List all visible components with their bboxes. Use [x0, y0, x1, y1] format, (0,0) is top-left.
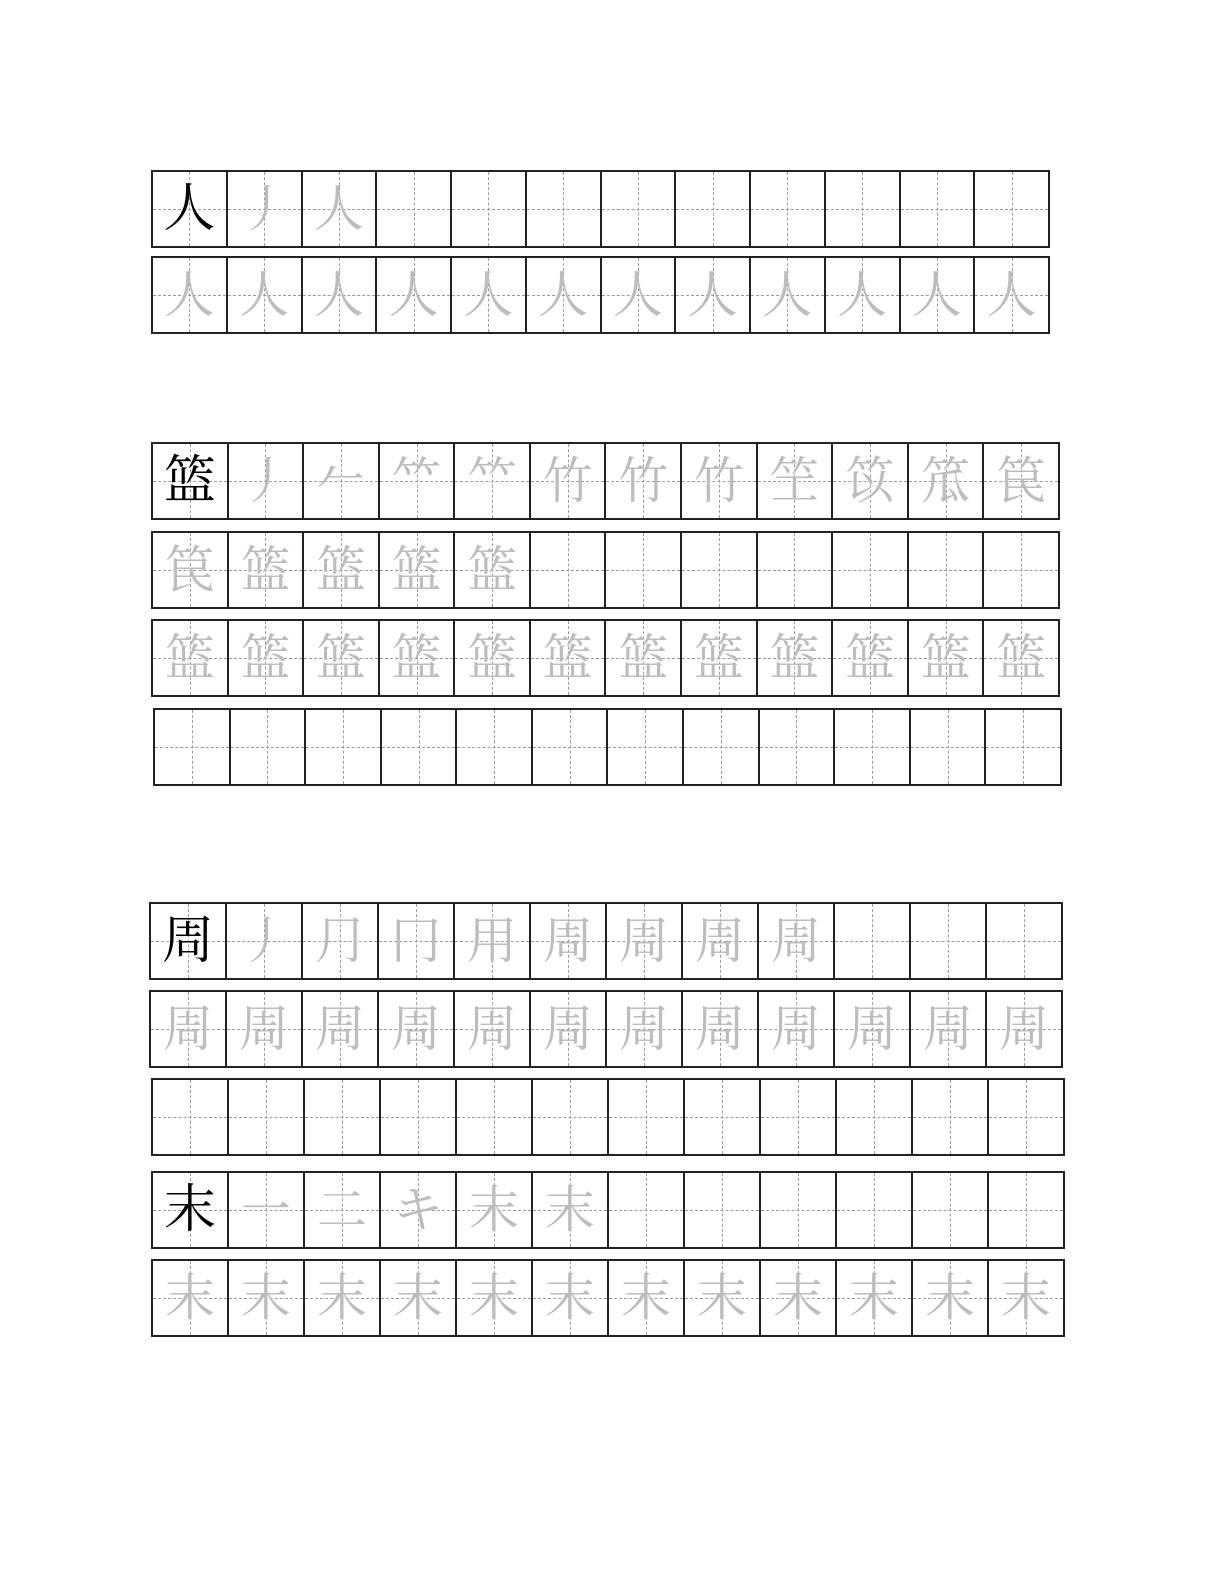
grid-cell: [305, 1173, 381, 1247]
grid-cell: [531, 533, 607, 607]
trace-character: 末: [165, 1269, 215, 1327]
practice-row: [151, 442, 1060, 520]
grid-cell: [608, 710, 684, 784]
grid-cell: [911, 710, 987, 784]
trace-character: 周: [163, 1000, 213, 1058]
grid-cell: [452, 258, 527, 332]
grid-cell: [531, 444, 607, 518]
model-character: 末: [163, 1180, 216, 1240]
grid-cell: [911, 904, 987, 978]
trace-character: 周: [543, 1000, 593, 1058]
grid-cell: [609, 1080, 685, 1154]
grid-cell: [457, 1261, 533, 1335]
grid-cell: [457, 710, 533, 784]
trace-character: 𠂉: [315, 452, 366, 510]
trace-character: 篮: [467, 541, 518, 599]
grid-cell: [455, 621, 531, 695]
grid-cell: [685, 1080, 761, 1154]
grid-cell: [826, 172, 901, 246]
trace-character: 末: [697, 1269, 747, 1327]
trace-character: 冂: [391, 912, 441, 970]
trace-character: 篮: [844, 629, 895, 687]
grid-cell: [683, 904, 759, 978]
grid-cell: [837, 1173, 913, 1247]
trace-character: 人: [762, 266, 813, 324]
grid-cell: [676, 172, 751, 246]
trace-character: 末: [469, 1181, 519, 1239]
grid-cell: [227, 992, 303, 1066]
trace-character: 篮: [467, 629, 518, 687]
grid-cell: [153, 1080, 229, 1154]
grid-cell: [452, 172, 527, 246]
grid-cell: [835, 992, 911, 1066]
grid-cell: [305, 1261, 381, 1335]
grid-cell: [153, 172, 228, 246]
trace-character: 𥫗: [467, 452, 518, 510]
trace-character: 人: [463, 266, 514, 324]
grid-cell: [153, 258, 228, 332]
trace-character: 竹: [542, 452, 593, 510]
grid-cell: [989, 1080, 1063, 1154]
grid-cell: [381, 1173, 457, 1247]
trace-character: 末: [773, 1269, 823, 1327]
trace-character: 周: [315, 1000, 365, 1058]
practice-row: [151, 170, 1050, 248]
trace-character: 末: [393, 1269, 443, 1327]
grid-cell: [987, 992, 1061, 1066]
grid-cell: [229, 533, 305, 607]
practice-row: [149, 902, 1063, 980]
trace-character: 周: [619, 1000, 669, 1058]
trace-character: 末: [1001, 1269, 1051, 1327]
grid-cell: [759, 992, 835, 1066]
grid-cell: [455, 444, 531, 518]
grid-cell: [606, 533, 682, 607]
trace-character: 篮: [240, 541, 291, 599]
trace-character: 𥫗: [391, 452, 442, 510]
grid-cell: [837, 1080, 913, 1154]
trace-character: 丿: [239, 912, 289, 970]
grid-cell: [682, 444, 758, 518]
trace-character: 周: [847, 1000, 897, 1058]
trace-character: 人: [687, 266, 738, 324]
model-character: 人: [163, 179, 216, 239]
grid-cell: [304, 533, 380, 607]
grid-cell: [683, 992, 759, 1066]
trace-character: 笖: [844, 452, 895, 510]
trace-character: 篮: [618, 629, 669, 687]
grid-cell: [455, 992, 531, 1066]
grid-cell: [909, 444, 985, 518]
trace-character: 笢: [996, 452, 1047, 510]
trace-character: 人: [612, 266, 663, 324]
trace-character: 篮: [693, 629, 744, 687]
grid-cell: [837, 1261, 913, 1335]
grid-cell: [975, 258, 1048, 332]
grid-cell: [379, 904, 455, 978]
grid-cell: [826, 258, 901, 332]
trace-character: 篮: [164, 629, 215, 687]
grid-cell: [975, 172, 1048, 246]
trace-character: 周: [467, 1000, 517, 1058]
trace-character: 周: [695, 1000, 745, 1058]
model-character: 周: [161, 911, 214, 971]
trace-character: 周: [771, 1000, 821, 1058]
grid-cell: [377, 258, 452, 332]
trace-character: 用: [467, 912, 517, 970]
trace-character: ⺆: [315, 912, 365, 970]
grid-cell: [751, 258, 826, 332]
grid-cell: [987, 904, 1061, 978]
grid-cell: [228, 172, 303, 246]
grid-cell: [833, 621, 909, 695]
grid-cell: [533, 710, 609, 784]
grid-cell: [229, 1080, 305, 1154]
grid-cell: [682, 621, 758, 695]
trace-character: キ: [393, 1181, 443, 1239]
trace-character: 篮: [315, 629, 366, 687]
grid-cell: [381, 1080, 457, 1154]
grid-cell: [455, 904, 531, 978]
grid-cell: [760, 710, 836, 784]
grid-cell: [151, 992, 227, 1066]
grid-cell: [682, 533, 758, 607]
grid-cell: [304, 444, 380, 518]
grid-cell: [303, 172, 378, 246]
trace-character: 周: [239, 1000, 289, 1058]
grid-cell: [229, 444, 305, 518]
grid-cell: [381, 1261, 457, 1335]
grid-cell: [758, 444, 834, 518]
trace-character: 人: [911, 266, 962, 324]
grid-cell: [989, 1173, 1063, 1247]
trace-character: 人: [164, 266, 215, 324]
trace-character: 末: [317, 1269, 367, 1327]
trace-character: 篮: [920, 629, 971, 687]
grid-cell: [901, 258, 976, 332]
trace-character: 周: [923, 1000, 973, 1058]
trace-character: 周: [619, 912, 669, 970]
trace-character: 周: [391, 1000, 441, 1058]
grid-cell: [984, 533, 1058, 607]
trace-character: 末: [545, 1269, 595, 1327]
practice-row: [149, 990, 1063, 1068]
grid-cell: [913, 1261, 989, 1335]
grid-cell: [527, 258, 602, 332]
grid-cell: [609, 1261, 685, 1335]
grid-cell: [153, 621, 229, 695]
trace-character: 丿: [240, 452, 291, 510]
grid-cell: [227, 904, 303, 978]
grid-cell: [303, 992, 379, 1066]
grid-cell: [602, 172, 677, 246]
trace-character: 篮: [391, 629, 442, 687]
trace-character: 末: [469, 1269, 519, 1327]
trace-character: 笟: [920, 452, 971, 510]
grid-cell: [684, 710, 760, 784]
grid-cell: [606, 621, 682, 695]
practice-row: [151, 256, 1050, 334]
trace-character: 人: [239, 266, 290, 324]
trace-character: 人: [837, 266, 888, 324]
grid-cell: [913, 1080, 989, 1154]
grid-cell: [155, 710, 231, 784]
grid-cell: [609, 1173, 685, 1247]
grid-cell: [606, 444, 682, 518]
grid-cell: [151, 904, 227, 978]
practice-row: [151, 1259, 1065, 1337]
grid-cell: [761, 1173, 837, 1247]
trace-character: 人: [538, 266, 589, 324]
trace-character: 竹: [693, 452, 744, 510]
grid-cell: [607, 992, 683, 1066]
grid-cell: [835, 710, 911, 784]
grid-cell: [759, 904, 835, 978]
grid-cell: [758, 533, 834, 607]
grid-cell: [379, 992, 455, 1066]
practice-row: [153, 708, 1062, 786]
trace-character: 末: [241, 1269, 291, 1327]
grid-cell: [531, 621, 607, 695]
trace-character: 周: [543, 912, 593, 970]
grid-cell: [758, 621, 834, 695]
trace-character: 篮: [391, 541, 442, 599]
grid-cell: [457, 1080, 533, 1154]
grid-cell: [377, 172, 452, 246]
grid-cell: [306, 710, 382, 784]
trace-character: 篮: [996, 629, 1047, 687]
trace-character: 笢: [164, 541, 215, 599]
grid-cell: [984, 621, 1058, 695]
grid-cell: [984, 444, 1058, 518]
grid-cell: [457, 1173, 533, 1247]
trace-character: 人: [313, 180, 364, 238]
trace-character: 丿: [239, 180, 290, 238]
practice-row: [151, 619, 1060, 697]
grid-cell: [380, 533, 456, 607]
grid-cell: [986, 710, 1060, 784]
trace-character: 一: [241, 1181, 291, 1239]
trace-character: 人: [986, 266, 1037, 324]
grid-cell: [455, 533, 531, 607]
practice-row: [151, 1078, 1065, 1156]
grid-cell: [761, 1080, 837, 1154]
trace-character: 人: [388, 266, 439, 324]
grid-cell: [989, 1261, 1063, 1335]
grid-cell: [380, 621, 456, 695]
grid-cell: [533, 1261, 609, 1335]
grid-cell: [533, 1173, 609, 1247]
grid-cell: [229, 1261, 305, 1335]
grid-cell: [380, 444, 456, 518]
model-character: 篮: [163, 451, 216, 511]
trace-character: 笁: [769, 452, 820, 510]
grid-cell: [751, 172, 826, 246]
grid-cell: [911, 992, 987, 1066]
grid-cell: [531, 904, 607, 978]
grid-cell: [228, 258, 303, 332]
grid-cell: [303, 258, 378, 332]
grid-cell: [229, 621, 305, 695]
grid-cell: [531, 992, 607, 1066]
grid-cell: [153, 444, 229, 518]
trace-character: 篮: [769, 629, 820, 687]
grid-cell: [305, 1080, 381, 1154]
trace-character: 末: [621, 1269, 671, 1327]
practice-row: [151, 1171, 1065, 1249]
grid-cell: [382, 710, 458, 784]
grid-cell: [229, 1173, 305, 1247]
trace-character: 篮: [240, 629, 291, 687]
trace-character: 篮: [542, 629, 593, 687]
grid-cell: [602, 258, 677, 332]
grid-cell: [527, 172, 602, 246]
trace-character: 周: [771, 912, 821, 970]
trace-character: 周: [999, 1000, 1049, 1058]
grid-cell: [909, 621, 985, 695]
grid-cell: [833, 533, 909, 607]
trace-character: 末: [849, 1269, 899, 1327]
grid-cell: [607, 904, 683, 978]
grid-cell: [533, 1080, 609, 1154]
trace-character: 周: [695, 912, 745, 970]
grid-cell: [303, 904, 379, 978]
grid-cell: [833, 444, 909, 518]
grid-cell: [153, 1261, 229, 1335]
trace-character: 竹: [618, 452, 669, 510]
grid-cell: [901, 172, 976, 246]
trace-character: 篮: [315, 541, 366, 599]
trace-character: 人: [313, 266, 364, 324]
grid-cell: [913, 1173, 989, 1247]
grid-cell: [231, 710, 307, 784]
grid-cell: [685, 1261, 761, 1335]
grid-cell: [835, 904, 911, 978]
trace-character: 末: [545, 1181, 595, 1239]
grid-cell: [676, 258, 751, 332]
practice-row: [151, 531, 1060, 609]
grid-cell: [909, 533, 985, 607]
grid-cell: [761, 1261, 837, 1335]
grid-cell: [304, 621, 380, 695]
trace-character: 二: [317, 1181, 367, 1239]
trace-character: 末: [925, 1269, 975, 1327]
grid-cell: [685, 1173, 761, 1247]
grid-cell: [153, 1173, 229, 1247]
grid-cell: [153, 533, 229, 607]
